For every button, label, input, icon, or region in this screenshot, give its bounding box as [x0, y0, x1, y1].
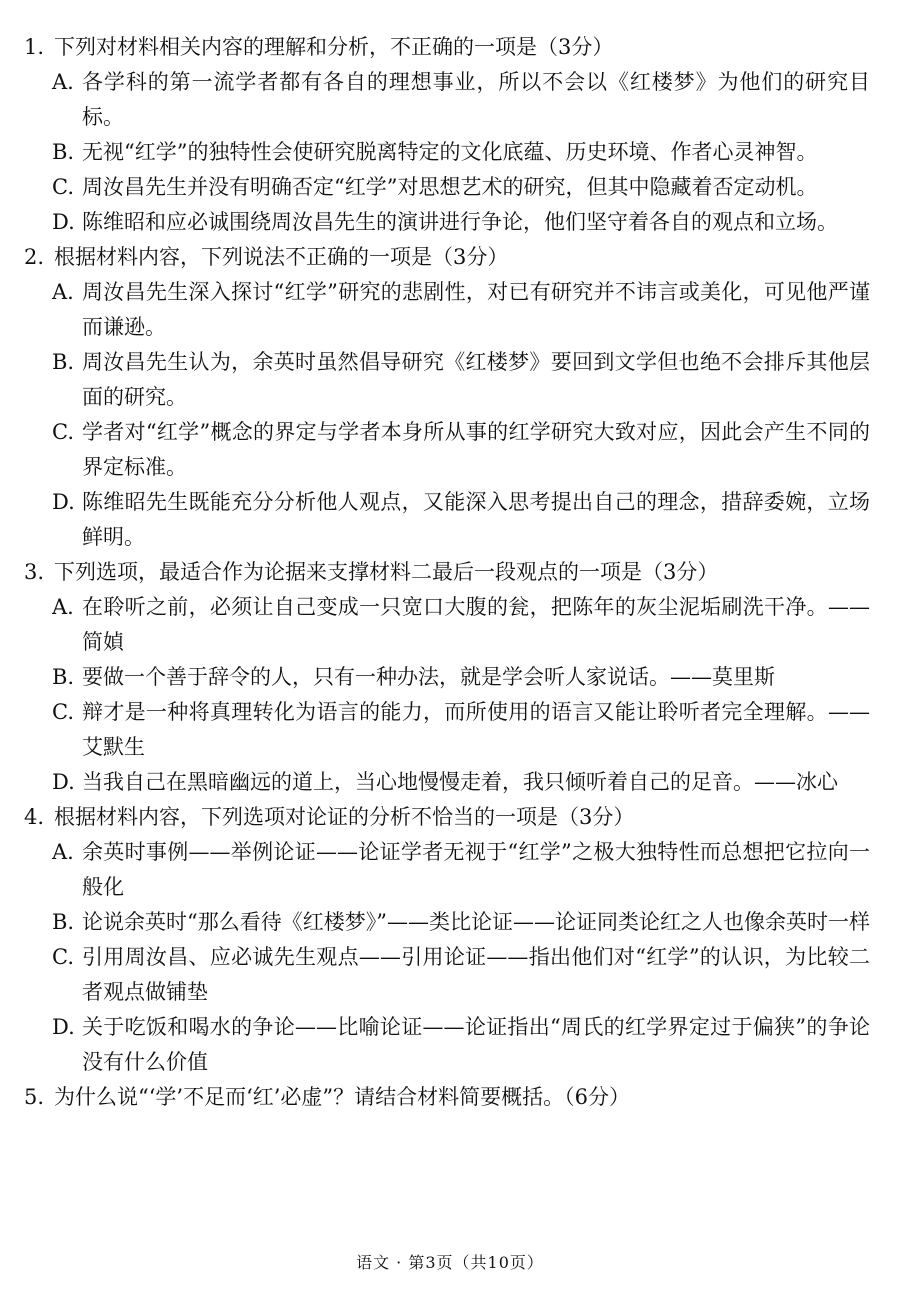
question-2	[24, 240, 870, 555]
option-text: 当我自己在黑暗幽远的道上，当心地慢慢走着，我只倾听着自己的足音。——冰心	[82, 770, 838, 794]
option-letter: C.	[52, 700, 74, 724]
option-b	[24, 660, 870, 695]
option-text: 陈维昭先生既能充分分析他人观点，又能深入思考提出自己的理念，措辞委婉，立场鲜明。	[82, 490, 870, 549]
option-letter: C.	[52, 945, 74, 969]
question-4	[24, 800, 870, 1080]
option-letter: A.	[52, 280, 74, 304]
option-letter: B.	[52, 140, 75, 164]
option-letter: D.	[52, 770, 75, 794]
option-a	[24, 65, 870, 135]
option-b	[24, 905, 870, 940]
option-text: 辩才是一种将真理转化为语言的能力，而所使用的语言又能让聆听者完全理解。——艾默生	[82, 700, 870, 759]
option-letter: A.	[52, 840, 74, 864]
option-text: 要做一个善于辞令的人，只有一种办法，就是学会听人家说话。——莫里斯	[82, 665, 775, 689]
option-text: 陈维昭和应必诚围绕周汝昌先生的演讲进行争论，他们坚守着各自的观点和立场。	[82, 210, 838, 234]
question-number: 1.	[24, 35, 45, 59]
option-text: 论说余英时“那么看待《红楼梦》”——类比论证——论证同类论红之人也像余英时一样	[82, 910, 870, 934]
question-number: 2.	[24, 245, 45, 269]
option-text: 周汝昌先生并没有明确否定“红学”对思想艺术的研究，但其中隐藏着否定动机。	[82, 175, 818, 199]
question-list	[24, 30, 870, 1115]
option-d	[24, 485, 870, 555]
option-text: 余英时事例——举例论证——论证学者无视于“红学”之极大独特性而总想把它拉向一般化	[82, 840, 870, 899]
option-d	[24, 1010, 870, 1080]
option-b	[24, 345, 870, 415]
option-letter: B.	[52, 350, 75, 374]
question-text: 下列对材料相关内容的理解和分析，不正确的一项是（3分）	[54, 35, 614, 59]
option-text: 学者对“红学”概念的界定与学者本身所从事的红学研究大致对应，因此会产生不同的界定标准。	[82, 420, 870, 479]
option-c	[24, 415, 870, 485]
question-stem	[24, 800, 870, 835]
option-letter: B.	[52, 665, 75, 689]
question-stem	[24, 1080, 870, 1115]
option-c	[24, 940, 870, 1010]
question-text: 为什么说“‘学’不足而‘红’必虚”？请结合材料简要概括。（6分）	[54, 1085, 631, 1109]
option-c	[24, 170, 870, 205]
question-stem	[24, 555, 870, 590]
option-c	[24, 695, 870, 765]
option-text: 关于吃饭和喝水的争论——比喻论证——论证指出“周氏的红学界定过于偏狭”的争论没有什么价值	[82, 1015, 870, 1074]
question-3	[24, 555, 870, 800]
option-letter: A.	[52, 595, 74, 619]
option-letter: A.	[52, 70, 74, 94]
option-a	[24, 835, 870, 905]
option-text: 在聆听之前，必须让自己变成一只宽口大腹的瓮，把陈年的灰尘泥垢刷洗干净。——简媜	[82, 595, 870, 654]
question-text: 下列选项，最适合作为论据来支撑材料二最后一段观点的一项是（3分）	[54, 560, 719, 584]
question-number: 5.	[24, 1085, 45, 1109]
question-number: 4.	[24, 805, 45, 829]
option-b	[24, 135, 870, 170]
question-5	[24, 1080, 870, 1115]
option-text: 引用周汝昌、应必诚先生观点——引用论证——指出他们对“红学”的认识，为比较二者观点做铺垫	[82, 945, 870, 1004]
question-stem	[24, 30, 870, 65]
question-1	[24, 30, 870, 240]
option-text: 无视“红学”的独特性会使研究脱离特定的文化底蕴、历史环境、作者心灵神智。	[82, 140, 818, 164]
option-d	[24, 765, 870, 800]
option-letter: C.	[52, 175, 74, 199]
question-text: 根据材料内容，下列选项对论证的分析不恰当的一项是（3分）	[54, 805, 635, 829]
option-letter: B.	[52, 910, 75, 934]
question-text: 根据材料内容，下列说法不正确的一项是（3分）	[54, 245, 509, 269]
option-letter: D.	[52, 490, 75, 514]
option-letter: D.	[52, 210, 75, 234]
page-footer: 语文 · 第3页（共10页）	[356, 1253, 544, 1272]
option-text: 各学科的第一流学者都有各自的理想事业，所以不会以《红楼梦》为他们的研究目标。	[82, 70, 870, 129]
question-stem	[24, 240, 870, 275]
option-text: 周汝昌先生认为，余英时虽然倡导研究《红楼梦》要回到文学但也绝不会排斥其他层面的研究。	[82, 350, 870, 409]
option-a	[24, 275, 870, 345]
option-text: 周汝昌先生深入探讨“红学”研究的悲剧性，对已有研究并不讳言或美化，可见他严谨而谦逊。	[82, 280, 870, 339]
option-letter: D.	[52, 1015, 75, 1039]
option-d	[24, 205, 870, 240]
question-number: 3.	[24, 560, 45, 584]
option-a	[24, 590, 870, 660]
option-letter: C.	[52, 420, 74, 444]
